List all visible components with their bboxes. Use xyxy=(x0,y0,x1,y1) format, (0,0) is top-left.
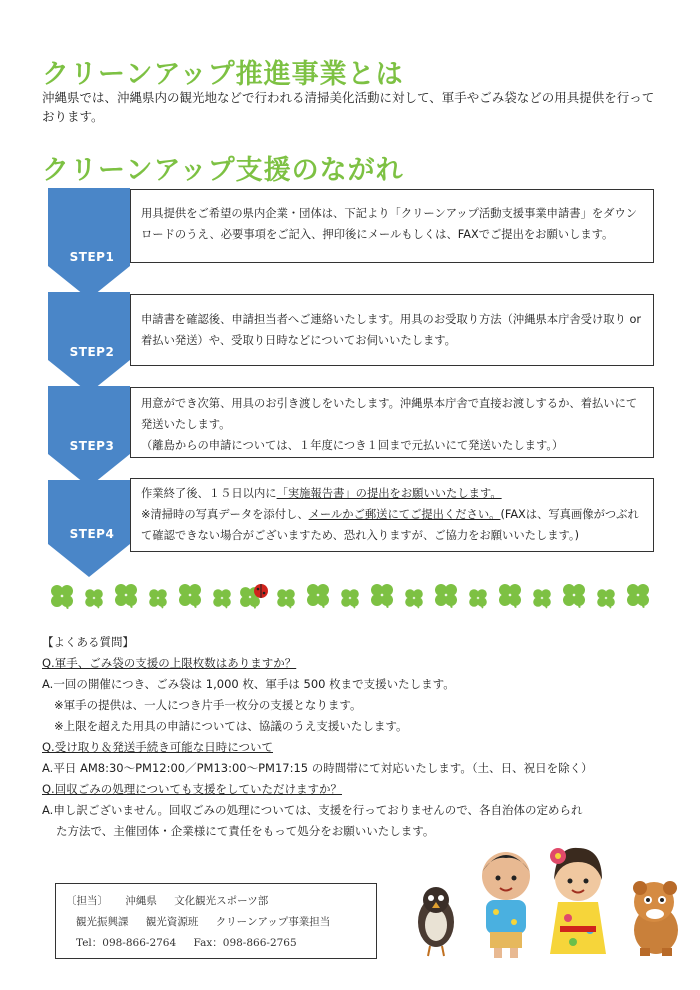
contact-line-2 xyxy=(66,912,376,933)
faq-answer-1-note-2: ※上限を超えた用具の申請については、協議のうえ支援いたします。 xyxy=(54,719,408,733)
step4-text-a: 作業終了後、１５日以内に xyxy=(141,487,277,500)
step2-arrow xyxy=(48,292,130,393)
step4-submit-emphasis: メールかご郵送にてご提出ください。 xyxy=(308,508,501,521)
contact-line-3 xyxy=(66,933,376,954)
clover-icons xyxy=(51,584,649,609)
step4-fax-note: (FAXは、写真画像がつぶれて確認できない場合がございますため、恐れ入りますが、ご協力をお願いいたします。) xyxy=(141,508,639,542)
clover-border xyxy=(0,578,700,618)
step3-box xyxy=(130,387,654,458)
contact-fax: Fax：098-866-2765 xyxy=(193,937,297,949)
faq-question-3: Q.回収ごみの処理についても支援をしていただけますか？ xyxy=(42,782,342,796)
intro-text: 沖縄県では、沖縄県内の観光地などで行われる清掃美化活動に対して、軍手やごみ袋などの用具提供を行っております。 xyxy=(42,90,655,124)
step2-label: STEP2 xyxy=(69,345,115,359)
faq-question-2: Q.受け取り＆発送手続き可能な日時について xyxy=(42,740,273,754)
contact-department: 文化観光スポーツ部 xyxy=(174,895,269,907)
mascot-group xyxy=(408,832,688,962)
faq-answer-1-note-1: ※軍手の提供は、一人につき片手一枚分の支援となります。 xyxy=(54,698,362,712)
step4-report-emphasis: 「実施報告書」の提出をお願いいたします。 xyxy=(276,487,502,500)
step1-arrow xyxy=(48,188,130,299)
step2-box xyxy=(130,294,654,366)
contact-team: 観光資源班 xyxy=(145,916,199,928)
step4-line1 xyxy=(141,483,645,504)
girl-mascot-icon xyxy=(550,848,606,954)
shisa-mascot-icon xyxy=(633,881,678,956)
step3-note: （離島からの申請については、１年度につき１回まで元払いにて発送いたします。） xyxy=(141,439,564,452)
contact-tel: Tel：098-866-2764 xyxy=(76,937,177,949)
bird-mascot-icon xyxy=(418,887,454,956)
faq-answer-3-line-1: A.申し訳ございません。回収ごみの処理については、支援を行っておりませんので、各自治体の定められ xyxy=(42,803,583,817)
section-title-flow: クリーンアップ支援のながれ xyxy=(42,155,404,186)
ladybug-icon xyxy=(254,584,268,598)
step3-text: 用意ができ次第、用具のお引き渡しをいたします。沖縄県本庁舎で直接お渡しするか、着払いにて発送いたします。 xyxy=(141,397,638,431)
section-title-about: クリーンアップ推進事業とは xyxy=(42,59,404,90)
contact-prefecture: 沖縄県 xyxy=(125,895,157,907)
step4-box xyxy=(130,478,654,552)
contact-line-1 xyxy=(66,891,376,912)
faq-question-1: Q.軍手、ごみ袋の支援の上限枚数はありますか？ xyxy=(42,656,297,670)
step4-photo-note: ※清掃時の写真データを添付し、 xyxy=(141,508,309,521)
faq-answer-1: A.一回の開催につき、ごみ袋は 1,000 枚、軍手は 500 枚まで支援いたします。 xyxy=(42,677,455,691)
step4-line2 xyxy=(141,504,645,546)
faq-heading: 【よくある質問】 xyxy=(42,635,134,649)
step4-label: STEP4 xyxy=(69,527,115,541)
contact-role: クリーンアップ事業担当 xyxy=(215,916,331,928)
boy-mascot-icon xyxy=(482,852,530,958)
faq-answer-3-line-2: た方法で、主催団体・企業様にて責任をもって処分をお願いいたします。 xyxy=(56,824,435,838)
step2-text: 申請書を確認後、申請担当者へご連絡いたします。用具のお受取り方法（沖縄県本庁舎受け取り or 着払い発送）や、受取り日時などについてお伺いいたします。 xyxy=(141,313,642,347)
step1-text: 用具提供をご希望の県内企業・団体は、下記より「クリーンアップ活動支援事業申請書」をダウンロードのうえ、必要事項をご記入、押印後にメールもしくは、FAXでご提出をお願いします。 xyxy=(141,207,638,241)
faq-section xyxy=(42,632,662,842)
step1-label: STEP1 xyxy=(69,250,115,264)
contact-box xyxy=(55,883,377,959)
step-arrows xyxy=(0,0,140,590)
contact-label: 〔担当〕 xyxy=(66,895,108,907)
contact-division: 観光振興課 xyxy=(76,916,129,928)
step3-arrow xyxy=(48,386,130,487)
step1-box xyxy=(130,189,654,263)
step3-label: STEP3 xyxy=(69,439,115,453)
faq-answer-2: A.平日 AM8:30～PM12:00／PM13:00～PM17:15 の時間帯にて対応いたします。（土、日、祝日を除く） xyxy=(42,761,593,775)
